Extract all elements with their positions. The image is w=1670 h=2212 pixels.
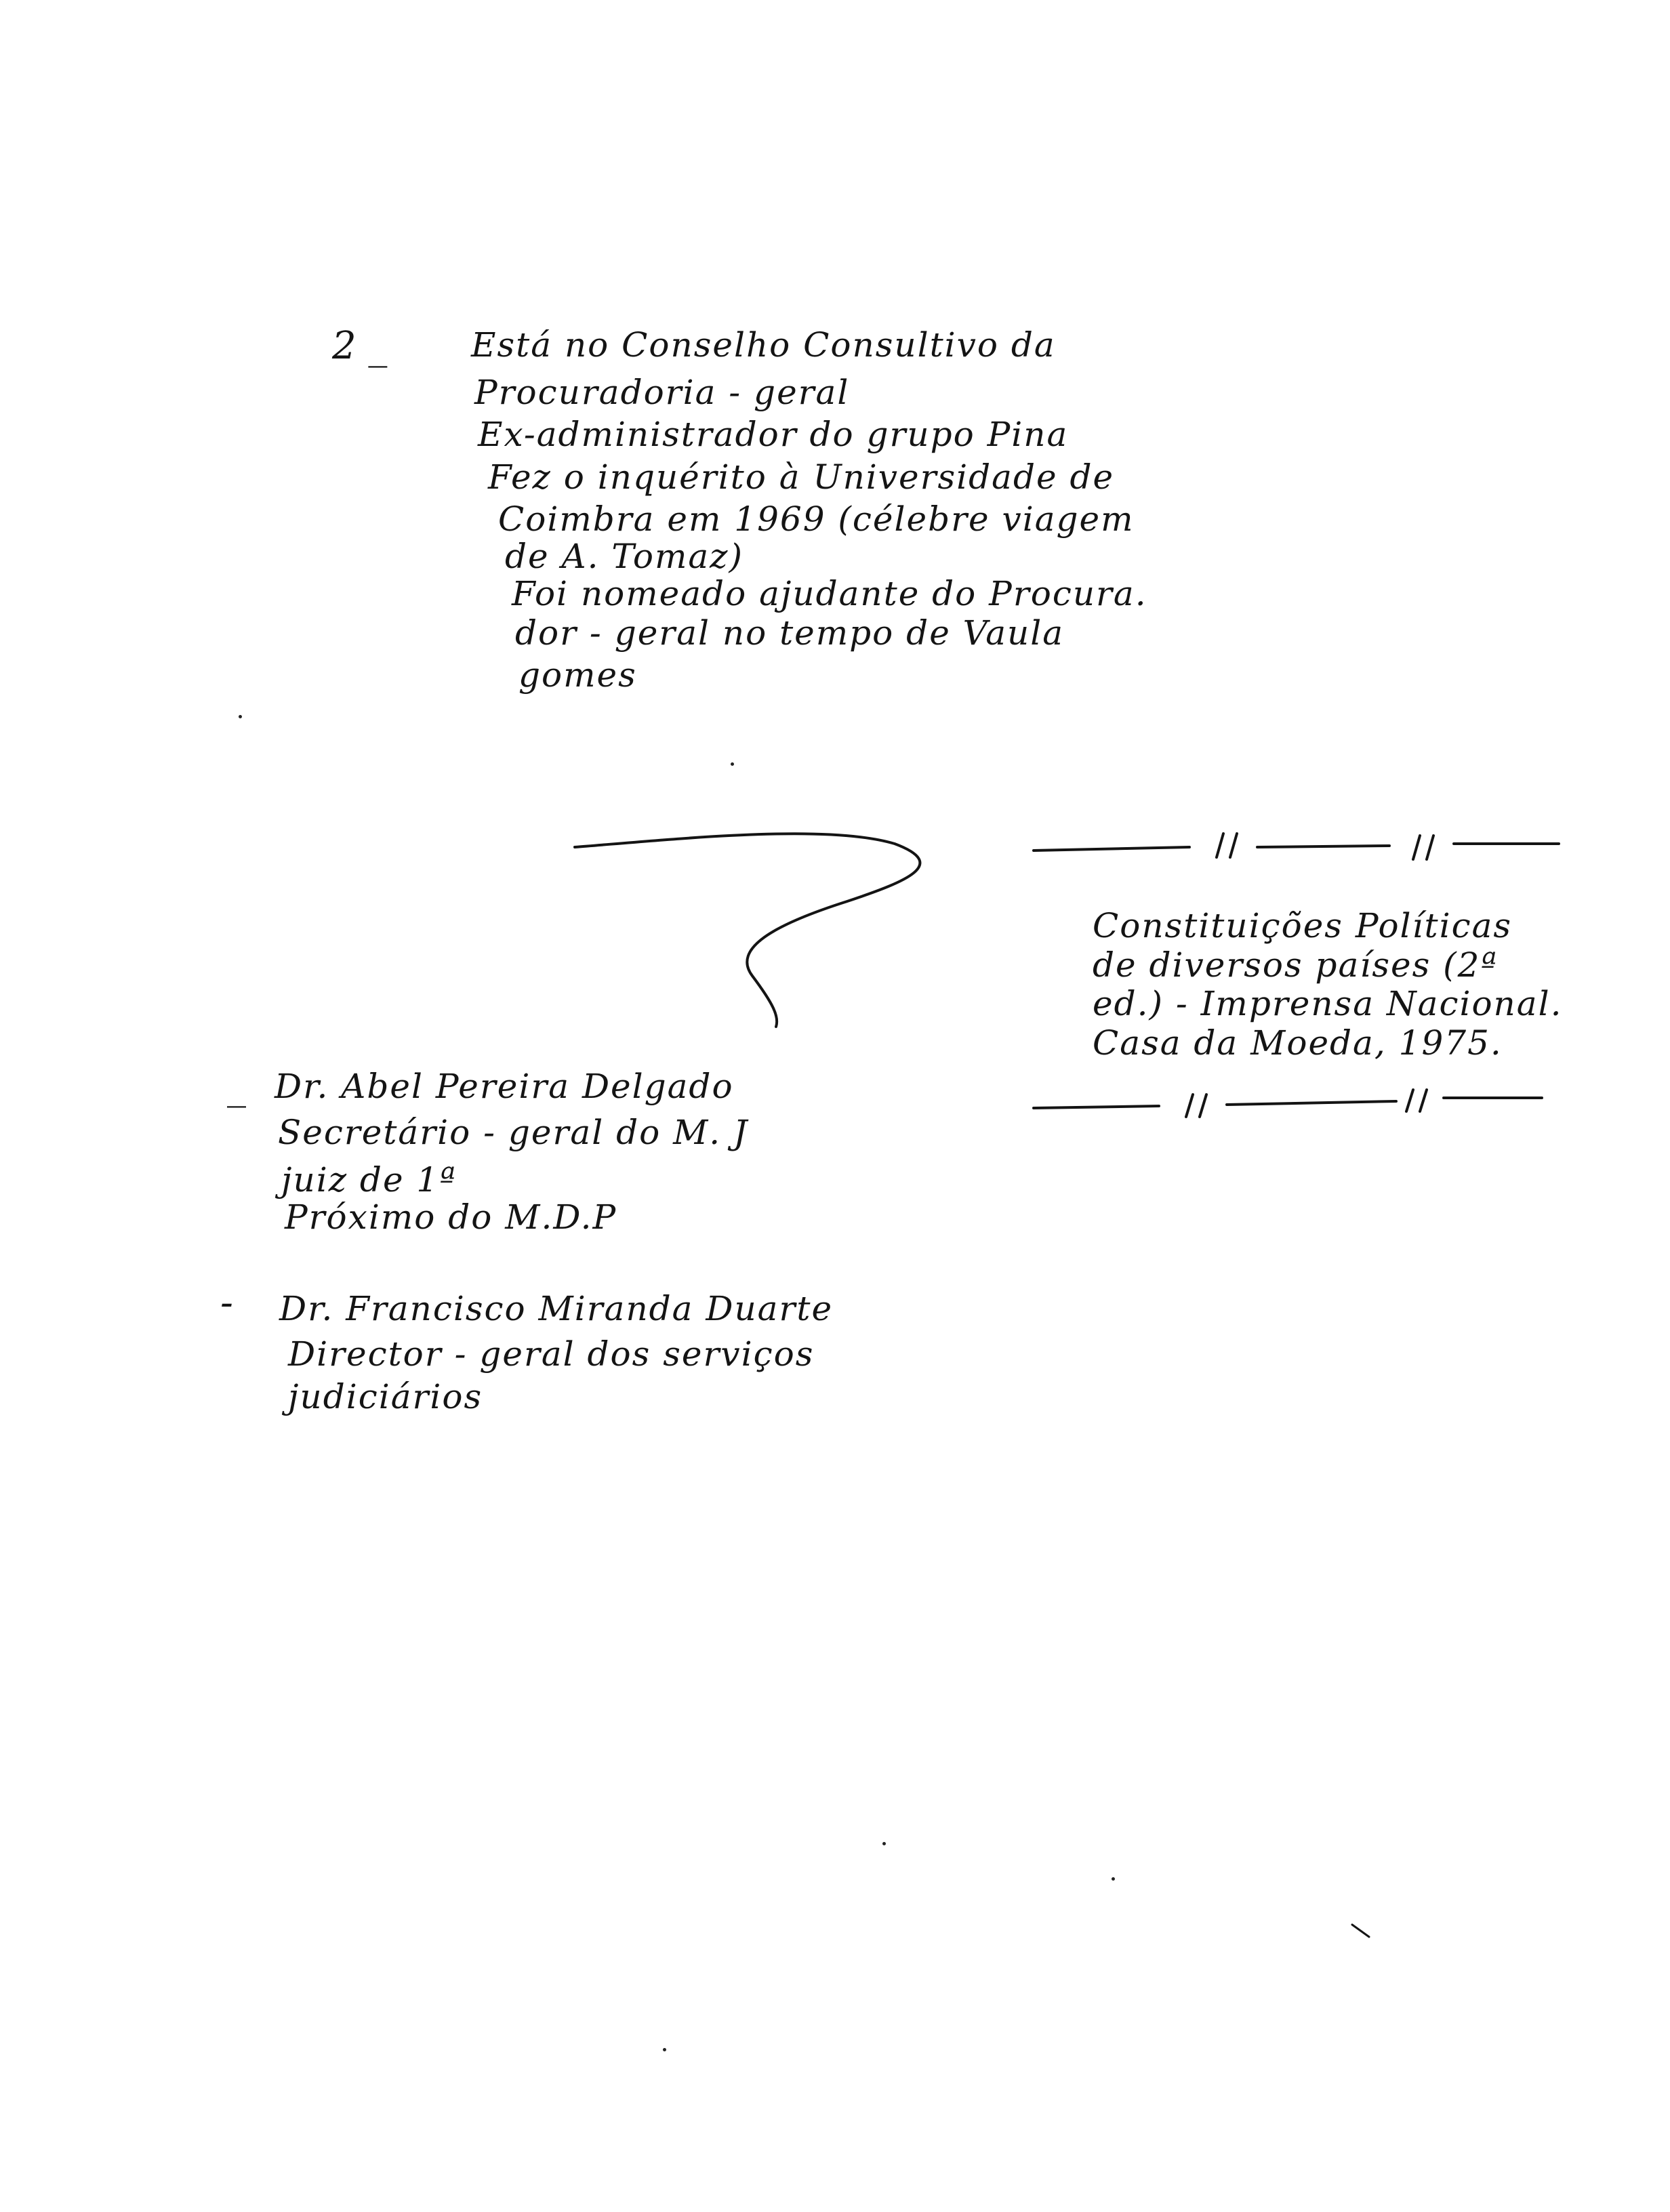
reference-line: Constituições Políticas <box>1093 906 1513 945</box>
person-line: juiz de 1ª <box>281 1160 457 1200</box>
note-number: 2 _ <box>332 324 388 368</box>
reference-line: ed.) - Imprensa Nacional. <box>1093 984 1563 1023</box>
stray-pen-mark <box>1352 1925 1369 1937</box>
person-line: Próximo do M.D.P <box>285 1197 617 1237</box>
reference-line: de diversos países (2ª <box>1093 945 1499 985</box>
note-line: Procuradoria - geral <box>474 373 850 412</box>
stray-speck <box>731 762 734 766</box>
note-line: Fez o inquérito à Universidade de <box>488 457 1115 497</box>
person-line: Dr. Francisco Miranda Duarte <box>279 1289 834 1328</box>
person-line: Secretário - geral do M. J <box>278 1113 749 1152</box>
upper-separator <box>1034 834 1559 859</box>
note-line: gomes <box>518 655 637 695</box>
note-line: Ex-administrador do grupo Pina <box>478 415 1069 454</box>
curved-pen-stroke <box>575 834 920 1027</box>
stray-speck <box>1112 1877 1115 1881</box>
note-line: Foi nomeado ajudante do Procura. <box>512 574 1147 613</box>
reference-line: Casa da Moeda, 1975. <box>1093 1023 1503 1063</box>
lower-separator <box>1034 1090 1542 1117</box>
person-line: Dr. Abel Pereira Delgado <box>274 1067 734 1106</box>
stray-speck <box>663 2048 666 2051</box>
stray-speck <box>239 715 242 718</box>
note-line: Coimbra em 1969 (célebre viagem <box>498 499 1135 539</box>
bullet-dash: - <box>220 1281 233 1325</box>
stray-speck <box>882 1842 886 1845</box>
bullet-dash: _ <box>227 1064 246 1108</box>
person-line: judiciários <box>288 1377 483 1416</box>
person-line: Director - geral dos serviços <box>288 1334 815 1374</box>
note-line: Está no Conselho Consultivo da <box>471 325 1056 365</box>
note-line: dor - geral no tempo de Vaula <box>515 613 1065 653</box>
note-line: de A. Tomaz) <box>505 537 744 576</box>
